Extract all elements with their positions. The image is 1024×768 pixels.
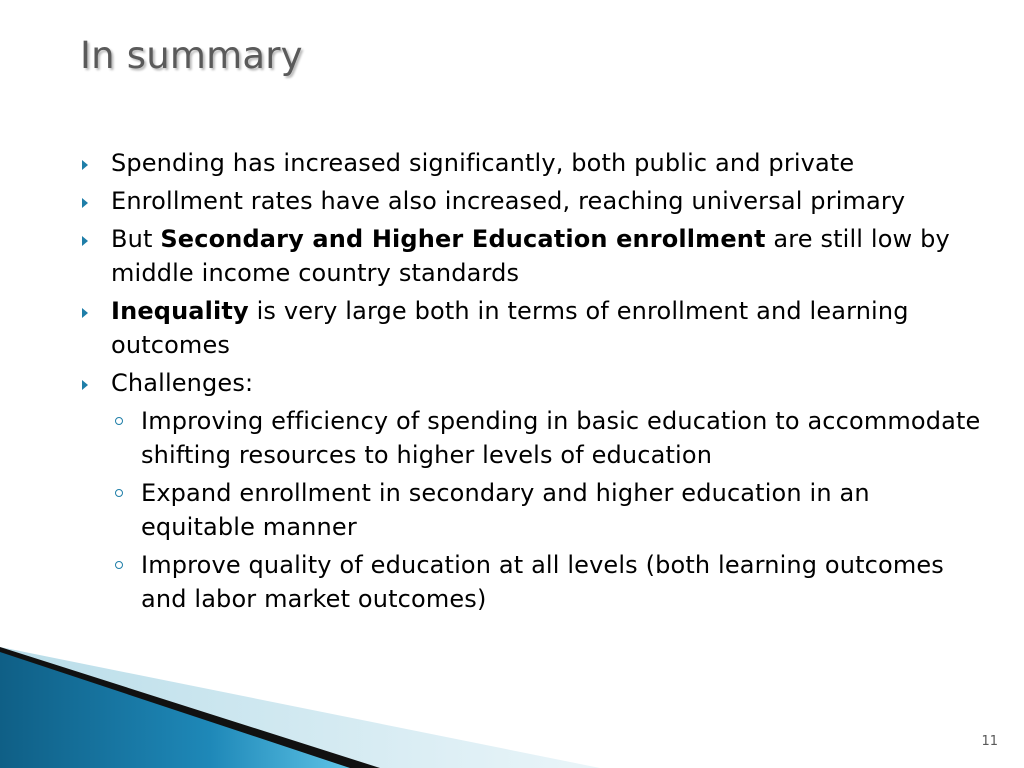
bullet-text: Enrollment rates have also increased, reaching universal primary	[111, 187, 906, 215]
sub-bullet-text: Improving efficiency of spending in basic education to accommodate shifting resources to higher levels of education	[141, 407, 981, 469]
triangle-bullet-icon	[82, 380, 88, 390]
slide-title: In summary	[80, 34, 303, 77]
bullet-suffix: is very large both in terms of enrollment and learning outcomes	[111, 297, 909, 359]
bullet-emphasis: Secondary and Higher Education enrollment	[160, 225, 766, 253]
sub-bullet-text: Expand enrollment in secondary and higher education in an equitable manner	[141, 479, 870, 541]
sub-bullet-item	[111, 548, 982, 616]
bullet-text: Spending has increased significantly, both public and private	[111, 149, 855, 177]
sub-bullet-text: Improve quality of education at all levels (both learning outcomes and labor market outcomes)	[141, 551, 944, 613]
triangle-bullet-icon	[82, 308, 88, 318]
decoration-pale-wedge	[0, 647, 600, 768]
decoration-dark-wedge	[0, 647, 380, 768]
decoration-blue-wedge	[0, 652, 350, 768]
bullet-emphasis: Inequality	[111, 297, 249, 325]
triangle-bullet-icon	[82, 160, 88, 170]
bullet-suffix: are still low by middle income country standards	[111, 225, 950, 287]
bullet-item	[82, 146, 982, 180]
circle-bullet-icon	[115, 417, 123, 425]
bullet-item	[82, 222, 982, 290]
triangle-bullet-icon	[82, 198, 88, 208]
slide-number: 11	[981, 734, 998, 749]
triangle-bullet-icon	[82, 236, 88, 246]
sub-bullet-item	[111, 404, 982, 472]
bullet-list	[82, 146, 982, 620]
sub-bullet-list	[111, 404, 982, 616]
bullet-item-challenges	[82, 366, 982, 616]
circle-bullet-icon	[115, 489, 123, 497]
bullet-item	[82, 184, 982, 218]
sub-bullet-item	[111, 476, 982, 544]
circle-bullet-icon	[115, 561, 123, 569]
bullet-text: Challenges:	[111, 369, 254, 397]
bullet-prefix: But	[111, 225, 161, 253]
bullet-item	[82, 294, 982, 362]
